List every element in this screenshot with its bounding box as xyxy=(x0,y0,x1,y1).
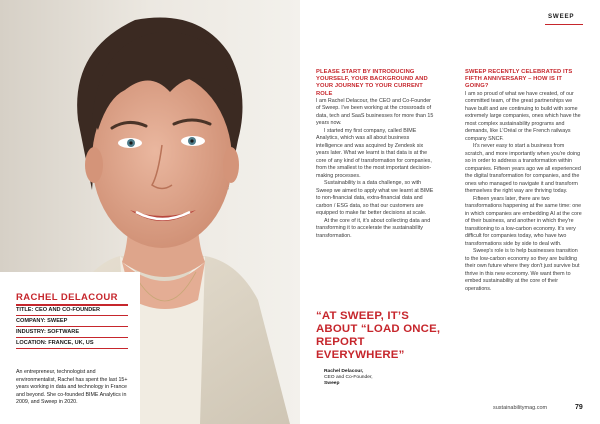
question-heading: SWEEP RECENTLY CELEBRATED ITS FIFTH ANNIVERSARY – HOW IS IT GOING? xyxy=(465,69,573,90)
profile-fact-location: LOCATION: FRANCE, UK, US xyxy=(16,340,94,346)
body-paragraph: I am Rachel Delacour, the CEO and Co-Founder of Sweep. I've been working at the crossroads of data, tech and SaaS businesses for more than 15 years now. xyxy=(316,97,434,127)
profile-fact-industry: INDUSTRY: SOFTWARE xyxy=(16,329,80,335)
pull-quote: “AT SWEEP, IT’S ABOUT “LOAD ONCE, REPORT EVERYWHERE” xyxy=(316,310,441,361)
profile-fact-company: COMPANY: SWEEP xyxy=(16,318,68,324)
article-column-1 xyxy=(316,69,434,240)
profile-fact-title: TITLE: CEO AND CO-FOUNDER xyxy=(16,307,101,313)
article-column-2 xyxy=(465,69,583,293)
body-paragraph: Sustainability is a data challenge, so with Sweep we aimed to apply what we learnt at BIME to non-financial data, extra-financial data and carbon / ESG data, so that our customers are equipped to make far better decisions at scale. xyxy=(316,180,434,217)
body-paragraph: At the core of it, it's about collecting data and transforming it to accelerate the sustainability transformation. xyxy=(316,217,431,239)
body-paragraph: It's never easy to start a business from scratch, and more importantly when you're doing so in order to address a transformation within companies. Fifteen years ago we all experienced the digital transformation for companies, and the ones who managed to navigate it and transform themselves the right way are thriving today. xyxy=(465,143,581,195)
body-paragraph: Fifteen years later, there are two transformations happening at the same time: one in which companies are embedding AI at the core of their business, and another in which they're transitioning to a low-carbon economy. It's very difficult for companies today, who have two transformations side by side to deal with. xyxy=(465,195,582,247)
section-brand: SWEEP xyxy=(548,13,575,20)
page-number: 79 xyxy=(575,404,583,411)
question-heading: PLEASE START BY INTRODUCING YOURSELF, YOUR BACKGROUND AND YOUR JOURNEY TO YOUR CURRENT ROLE xyxy=(316,69,428,97)
profile-name-rule xyxy=(16,304,128,306)
brand-rule xyxy=(545,24,583,25)
attribution-name: Rachel Delacour, xyxy=(324,369,364,374)
fact-divider xyxy=(16,337,128,338)
body-paragraph: I started my first company, called BIME Analytics, which was all about business intelligence and was acquired by Zendesk six years later. What we learnt is that data is at the core of any kind of transformation for companies, from the smallest to the most important decision-making processes. xyxy=(316,127,432,179)
attribution-title: CEO and Co-Founder, xyxy=(324,375,373,380)
pull-quote-attribution xyxy=(324,369,373,387)
body-paragraph: I am so proud of what we have created, of our committed team, of the great partnerships we have built and are continuing to build with some extremely large companies, ones which have the most complex sustainability programs and demands, like L'Oréal or the French railways company SNCF. xyxy=(465,90,581,142)
profile-name: RACHEL DELACOUR xyxy=(16,292,118,303)
profile-bio: An entrepreneur, technologist and environmentalist, Rachel has spent the last 15+ years working in data and technology in France and beyond. She co-founded BIME Analytics in 2009, and Sweep in 2020. xyxy=(16,369,128,406)
fact-divider xyxy=(16,315,128,316)
fact-divider xyxy=(16,348,128,349)
profile-card xyxy=(0,272,140,424)
footer-site: sustainabilitymag.com xyxy=(493,405,548,411)
attribution-company: Sweep xyxy=(324,381,340,386)
fact-divider xyxy=(16,326,128,327)
body-paragraph: Sweep's role is to help businesses transition to the low-carbon economy so they are building their own future where they don't just survive but thrive in this new economy. We want them to embed sustainability at the core of their operations. xyxy=(465,248,580,292)
